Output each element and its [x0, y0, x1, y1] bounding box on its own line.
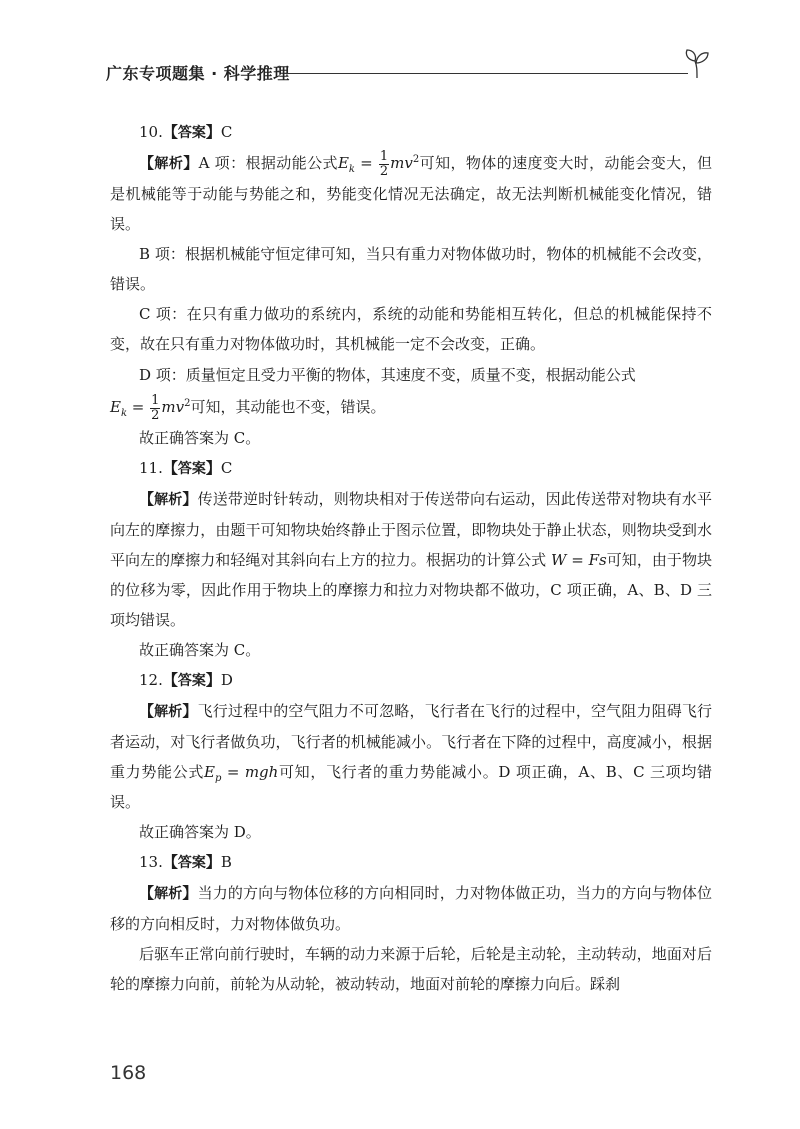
- q10-answer-tag: 答案: [177, 125, 206, 141]
- q13-analysis-tag: 解析: [154, 886, 183, 902]
- q10-a-text-pre: A 项：根据动能公式: [198, 154, 338, 172]
- q13-answer: B: [220, 853, 232, 871]
- q13-analysis-continued: 后驱车正常向前行驶时，车辆的动力来源于后轮，后轮是主动轮，主动转动，地面对后轮的摩擦力向前，前轮为从动轮，被动转动，地面对前轮的摩擦力向后。踩刹: [110, 945, 712, 993]
- header-rule: [284, 73, 688, 74]
- q10-d-formula-ek: $E_k$: [110, 398, 128, 419]
- page-header: [106, 60, 712, 84]
- q12-number: 12.: [139, 671, 163, 689]
- q10-answer: C: [220, 123, 233, 141]
- q10-formula-ek: $E_k$: [337, 154, 355, 175]
- q11-answer: C: [220, 459, 233, 477]
- q11-formula: W = Fs: [550, 551, 607, 569]
- q10-conclusion: 故正确答案为 C。: [139, 429, 261, 447]
- q11-answer-line: 11.【答案】C: [139, 459, 233, 477]
- q13-number: 13.: [139, 853, 163, 871]
- q11-number: 11.: [139, 459, 163, 477]
- q13-analysis: 【解析】当力的方向与物体位移的方向相同时，力对物体做正功，当力的方向与物体位移的方向相反时，力对物体做负功。: [110, 884, 712, 933]
- answer-content: [110, 117, 712, 999]
- q11-analysis: 【解析】传送带逆时针转动，则物块相对于传送带向右运动，因此传送带对物块有水平向左的摩擦力，由题干可知物块始终静止于图示位置，即物块处于静止状态，则物块受到水平向左的摩擦力和轻绳对其斜向右上方的拉力。根据功的计算公式 W = Fs可知，由于物块的位移为零，因此作用于物块上的摩擦力和拉力对物块都不做功，C 项正确，A、B、D 三项均错误。: [110, 490, 712, 629]
- q10-number: 10.: [139, 123, 163, 141]
- page-number: 168: [110, 1062, 147, 1084]
- q10-analysis-d: D 项：质量恒定且受力平衡的物体，其速度不变，质量不变，根据动能公式 $E_k$ = $\frac{1}{2}$ $mv^2$可知，其动能也不变，错误。: [110, 366, 636, 423]
- q11-answer-tag: 答案: [177, 461, 206, 477]
- q12-analysis: 【解析】飞行过程中的空气阻力不可忽略，飞行者在飞行的过程中，空气阻力阻碍飞行者运动，对飞行者做负功，飞行者的机械能减小。飞行者在下降的过程中，高度减小，根据重力势能公式$E_p$ = mgh可知，飞行者的重力势能减小。D 项正确，A、B、C 三项均错误。: [110, 702, 712, 811]
- q13-answer-tag: 答案: [177, 855, 206, 871]
- q12-formula-ep: $E_p$ = mgh: [204, 763, 279, 784]
- q13-answer-line: 13.【答案】B: [139, 853, 232, 871]
- q10-analysis-c: C 项：在只有重力做功的系统内，系统的动能和势能相互转化，但总的机械能保持不变，故在只有重力对物体做功时，其机械能一定不会改变，正确。: [110, 305, 712, 353]
- q12-analysis-tag: 解析: [154, 704, 183, 720]
- q12-conclusion: 故正确答案为 D。: [139, 823, 261, 841]
- sprout-leaf-icon: [682, 46, 712, 80]
- q11-analysis-tag: 解析: [154, 492, 183, 508]
- q10-a-text-post: 可知，物体的速度变大时，动能会变大，但是机械能等于动能与势能之和，势能变化情况无法确定，故无法判断机械能变化情况，错误。: [110, 154, 712, 233]
- q12-answer-tag: 答案: [177, 673, 206, 689]
- q10-fraction: $\frac{1}{2}$: [379, 148, 389, 179]
- q11-conclusion: 故正确答案为 C。: [139, 641, 261, 659]
- q10-answer-line: 10.【答案】C: [139, 123, 233, 141]
- q12-answer: D: [220, 671, 233, 689]
- q12-answer-line: 12.【答案】D: [139, 671, 233, 689]
- q10-analysis-a: 【解析】A 项：根据动能公式$E_k$ = $\frac{1}{2}$ $mv^2$可知，物体的速度变大时，动能会变大，但是机械能等于动能与势能之和，势能变化情况无法确定，故无法判断机械能变化情况，错误。: [110, 148, 712, 233]
- header-title: 广东专项题集 · 科学推理: [106, 64, 290, 83]
- q10-analysis-tag: 解析: [154, 156, 184, 172]
- q10-analysis-b: B 项：根据机械能守恒定律可知，当只有重力对物体做功时，物体的机械能不会改变，错误。: [110, 245, 712, 293]
